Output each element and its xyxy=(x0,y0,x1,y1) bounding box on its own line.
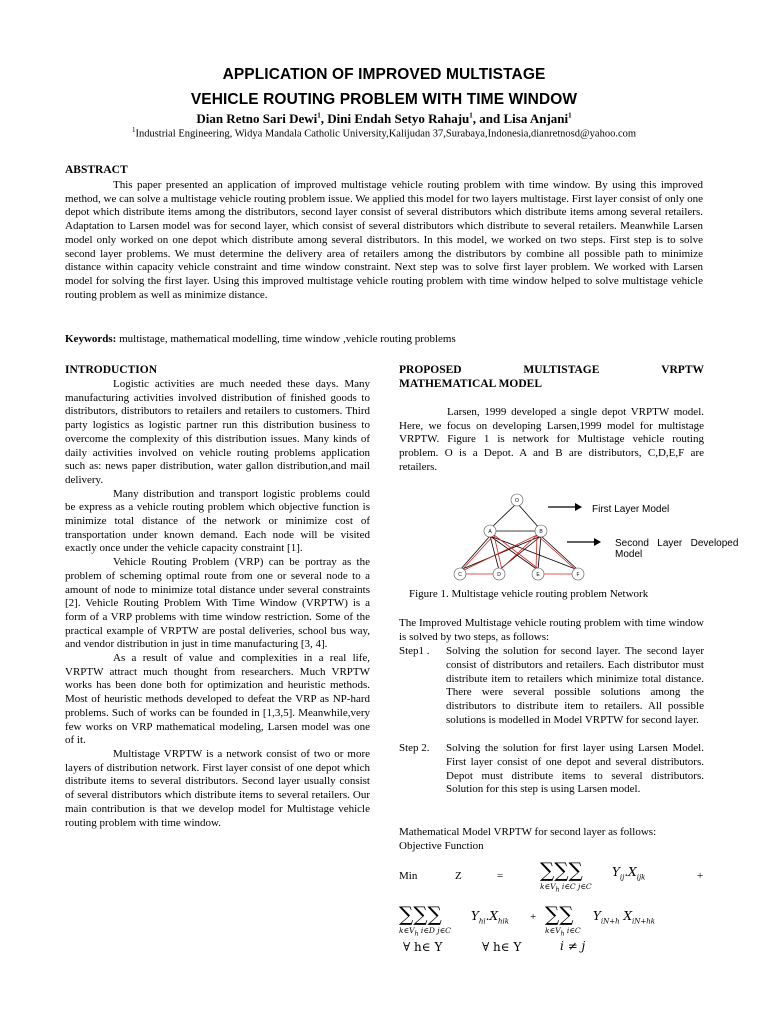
node-d-label: D xyxy=(497,572,501,578)
sum-symbol-3: ∑∑ xyxy=(545,902,574,926)
i-not-equal-j: i ≠ j xyxy=(560,939,586,953)
steps-intro: The Improved Multistage vehicle routing problem with time window is solved by two steps, as follows: xyxy=(399,617,704,643)
eq-plus: + xyxy=(697,870,704,882)
keywords-text: multistage, mathematical modelling, time window ,vehicle routing problems xyxy=(119,333,456,345)
paper-title-line-1: APPLICATION OF IMPROVED MULTISTAGE xyxy=(222,66,546,83)
step-2 xyxy=(399,742,704,797)
eq-min: Min xyxy=(399,870,418,882)
arrow-first-layer-icon xyxy=(548,502,582,512)
forall-1: ∀ h∈ Y xyxy=(403,940,443,954)
first-layer-label: First Layer Model xyxy=(592,504,670,515)
node-e-label: E xyxy=(536,572,540,578)
figure-caption: Figure 1. Multistage vehicle routing problem Network xyxy=(409,588,649,600)
sum-symbol: ∑∑∑ xyxy=(540,858,583,882)
objective-term-2 xyxy=(399,904,529,938)
intro-paragraph-5: Multistage VRPTW is a network consist of two or more layers of distribution network. First layer consist of one depot which distribute items to several distributors. Second layer usually consist of several distributors which distribute items to several retailers. Our main contribution is that we develop model for Multistage vehicle routing problem with time window. xyxy=(65,747,370,829)
edge-b-e xyxy=(538,536,541,570)
sum-subscripts: $k\in V_h$ i∈C j∈C xyxy=(540,882,592,894)
term-yx-hi: $Y_{hi}.X_{hik}$ xyxy=(471,909,510,926)
step-2-label: Step 2. xyxy=(399,742,430,754)
eq-equals: = xyxy=(497,870,504,882)
author-1-sup: 1 xyxy=(317,111,321,120)
intro-paragraph-1: Logistic activities are much needed these days. Many manufacturing activities involved distribution of finished goods to distributors, distributors to retailers and retailers to customers. Third party logistics as logistic partner run this distribution business to overcome the complexity of this distribution issues. Many kinds of daily activities involved on vehicle routing problems application such as: news paper distribution, water gallon distribution,and mail delivery. xyxy=(65,378,370,486)
affiliation xyxy=(0,126,768,140)
authors: Dian Retno Sari Dewi$^1$, Dini Endah Setyo Rahaju$^1$, and Lisa Anjani$^1$ xyxy=(196,111,572,126)
edge-o-b xyxy=(517,503,540,529)
author-3-sup: 1 xyxy=(568,111,572,120)
keywords-label: Keywords: xyxy=(65,333,117,345)
red-edge-a-c xyxy=(462,535,494,570)
step-1-label: Step1 . xyxy=(399,645,430,657)
proposed-heading-line-2: MATHEMATICAL MODEL xyxy=(399,378,543,390)
arrow-second-layer-icon xyxy=(567,537,601,547)
step-2-text: Solving the solution for first layer using Larsen Model. First layer consist of one depot and several distributors. Depot must distribute items to several distributors. Solution for this step is using Larsen model. xyxy=(446,742,704,796)
affiliation-sup: 1 xyxy=(131,126,136,134)
author-2-sup: 1 xyxy=(469,111,473,120)
abstract-heading: ABSTRACT xyxy=(65,164,128,176)
sum-subscripts-3: $k\in V_h$ i∈C xyxy=(545,926,581,938)
term-yx: $Y_{ij}.X_{ijk}$ xyxy=(612,865,646,882)
intro-paragraph-3: Vehicle Routing Problem (VRP) can be portray as the problem of scheming optimal route from one or several node to a amount of node to minimize total distance under several constraints [2]. Vehicle Routing Problem With Time Window (VRPTW) is a form of a VRP problems with time window restriction. Some of the practical example of VRPTW are postal deliveries, school bus way, and vendor distribution in just in time manufacturing [3, 4]. xyxy=(65,556,370,651)
red-edge-b-d xyxy=(500,535,537,570)
abstract-text: This paper presented an application of improved multistage vehicle routing problem with time window. By using this improved method, we can solve a multistage vehicle routing problem issue. We applied this model for two layers multistage. First layer consist of only one depot which distribute items among the distributors, second layer consist of several distributors which distribute items among several retailers. Adaptation to Larsen model was for second layer, which consist of several distributors which distribute to several retailers. Meanwhile Larsen model only worked on one depot which distribute among several distributors. In this model, we worked on two steps. First step is to solve second layer problems. We must determine the delivery area of retailers among the distributors by combine all possible path to minimize distance within capacity vehicle constraint and time window constraint. Next step was to solve first layer problem. We worked with Larsen model for solving the first layer. Using this improved multistage vehicle routing problem with time window helped to solve multistage vehicle routing problem as well as minimize distance. xyxy=(65,179,703,301)
node-f-label: F xyxy=(576,572,580,578)
edge-o-a xyxy=(490,503,517,529)
keywords xyxy=(65,333,705,345)
node-o-label: O xyxy=(515,498,519,504)
sum-subscripts-2: $k\in V_h$ i∈D j∈C xyxy=(399,926,451,938)
term-yx-n: $Y_{iN+h}$ $X_{iN+hk}$ xyxy=(593,909,656,926)
proposed-heading-word-3: VRPTW xyxy=(661,364,704,376)
node-a-label: A xyxy=(488,529,492,535)
author-1: Dian Retno Sari Dewi xyxy=(196,111,318,126)
proposed-heading-word-1: PROPOSED xyxy=(399,364,462,376)
introduction-body xyxy=(65,378,370,830)
math-intro-line-2: Objective Function xyxy=(399,840,484,852)
author-3: Lisa Anjani xyxy=(503,111,569,126)
math-intro-line-1: Mathematical Model VRPTW for second layer as follows: xyxy=(399,826,657,838)
objective-term-3 xyxy=(545,904,695,938)
step-1-text: Solving the solution for second layer. The second layer consist of distributors and retailers. Each distributor must distribute item to retailers which minimize total distance. There were several possible solutions among the distributors to distribute item to retailers. All possible solutions is modelled in Model VRPTW for second layer. xyxy=(446,645,704,726)
paper-title-line-2: VEHICLE ROUTING PROBLEM WITH TIME WINDOW xyxy=(190,91,578,108)
eq-z: Z xyxy=(455,870,462,882)
step-1 xyxy=(399,645,704,728)
introduction-heading: INTRODUCTION xyxy=(65,364,158,376)
proposed-heading-word-2: MULTISTAGE xyxy=(523,364,600,376)
proposed-paragraph-1: Larsen, 1999 developed a single depot VRPTW model. Here, we focus on developing Larsen,1999 model for multistage VRPTW. Figure 1 is network for Multistage vehicle routing problem. O is a Depot. A and B are distributors, C,D,E,F are retailers. xyxy=(399,406,704,473)
node-b-label: B xyxy=(539,529,543,535)
proposed-heading-line-1 xyxy=(399,364,704,376)
second-layer-label-line-1: Second Layer Developed xyxy=(615,538,739,549)
forall-2: ∀ h∈ Y xyxy=(482,940,522,954)
node-c-label: C xyxy=(458,572,462,578)
author-2: Dini Endah Setyo Rahaju xyxy=(327,111,470,126)
second-layer-label-line-2: Model xyxy=(615,549,643,560)
objective-term-1 xyxy=(540,860,690,894)
edge-a-f xyxy=(490,536,578,570)
affiliation-text: Industrial Engineering, Widya Mandala Catholic University,Kalijudan 37,Surabaya,Indonesia,dianretnosd@yahoo.com xyxy=(135,128,637,140)
eq-plus-2: + xyxy=(530,911,537,923)
sum-symbol-2: ∑∑∑ xyxy=(399,902,442,926)
intro-paragraph-2: Many distribution and transport logistic problems could be express as a vehicle routing problem which objective function is minimize total distance of the network or minimize cost of transportation under known demand. Each node will be visited exactly once under the vehicle capacity constraint [1]. xyxy=(65,487,370,555)
intro-paragraph-4: As a result of value and complexities in a real life, VRPTW attract much thought from researchers. Much VRPTW works has been done both for optimization and heuristic methods. Most of heuristic methods developed to defeat the VRP as NP-hard problems. Such of works can be founded in [1,3,5]. Meanwhile,very few works on VRP mathematical modeling, Larsen model was one of it. xyxy=(65,652,370,747)
